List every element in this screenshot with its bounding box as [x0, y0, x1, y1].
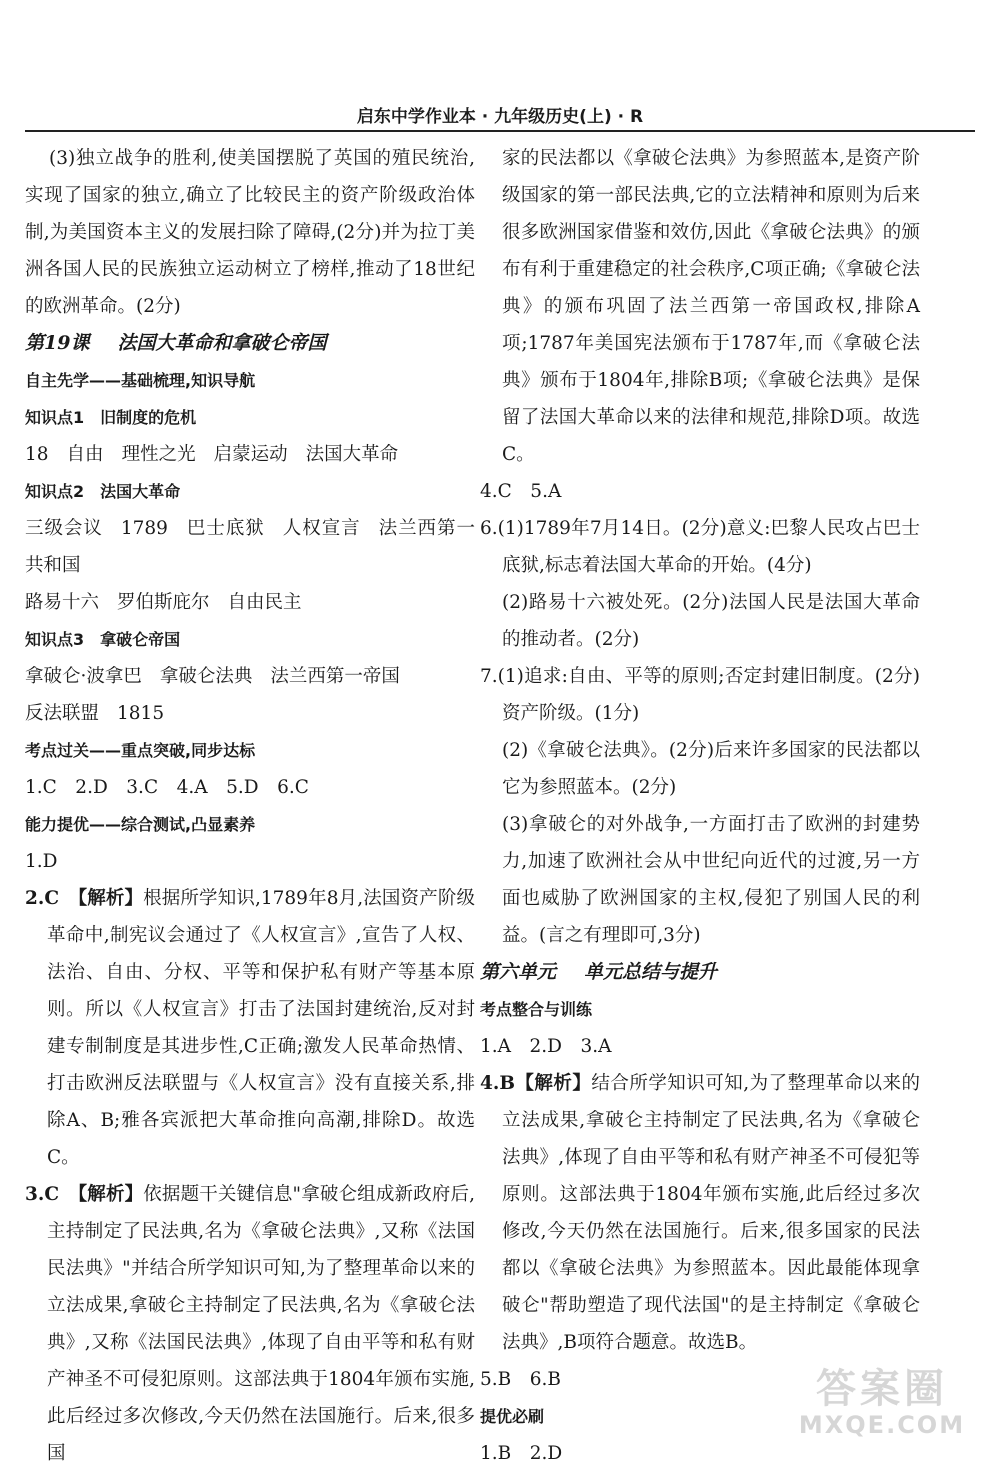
- term: 1789: [120, 518, 168, 539]
- term: 自由民主: [227, 592, 302, 613]
- knowledge-point-heading: 知识点3 拿破仑帝国: [25, 630, 181, 649]
- knowledge-point-heading: 知识点2 法国大革命: [25, 482, 181, 501]
- term: 法兰西第一帝国: [270, 666, 400, 687]
- unit-heading: [480, 954, 920, 991]
- section-heading: 提优必刷: [480, 1407, 545, 1426]
- answer-explanation: (2)《拿破仑法典》。(2分)后来许多国家的民法都以它为参照蓝本。(2分): [502, 740, 920, 798]
- term: 路易十六: [25, 592, 100, 613]
- term-list: [25, 695, 475, 732]
- section-heading: 自主先学——基础梳理,知识导航: [25, 371, 256, 390]
- answer-number: 2.C: [25, 888, 60, 909]
- paragraph: (3)独立战争的胜利,使美国摆脱了英国的殖民统治,实现了国家的独立,确立了比较民主的资产阶级政治体制,为美国资本主义的发展扫除了障碍,(2分)并为拉丁美洲各国人民的民族独立运动树立了榜样,推动了18世纪的欧洲革命。(2分): [25, 148, 475, 317]
- answer-number: 3.C: [25, 1184, 60, 1205]
- term: 理性之光: [121, 444, 196, 465]
- term: 自由: [66, 444, 104, 465]
- term: 法国大革命: [305, 444, 399, 465]
- answer-number: 4.B: [480, 1073, 515, 1094]
- header-title: 启东中学作业本 · 九年级历史(上) · R: [356, 107, 644, 127]
- analysis-tag: 【解析】: [77, 888, 144, 909]
- answer-line: 1.D: [25, 851, 58, 872]
- right-column: [480, 140, 920, 1472]
- explanation-text: 依据题干关键信息"拿破仑组成新政府后,主持制定了民法典,名为《拿破仑法典》,又称《法国民法典》"并结合所学知识可知,为了整理革命以来的立法成果,拿破仑主持制定了民法典,名为《拿破仑法典》,又称《法国民法典》,体现了自由平等和私有财产神圣不可侵犯原则。这部法典于1804年颁布实施,此后经过多次修改,今天仍然在法国施行。后来,很多国: [47, 1184, 475, 1464]
- paragraph: 家的民法都以《拿破仑法典》为参照蓝本,是资产阶级国家的第一部民法典,它的立法精神和原则为后来很多欧洲国家借鉴和效仿,因此《拿破仑法典》的颁布有利于重建稳定的社会秩序,C项正确;《拿破仑法典》的颁布巩固了法兰西第一帝国政权,排除A项;1787年美国宪法颁布于1787年,而《拿破仑法典》颁布于1804年,排除B项;《拿破仑法典》是保留了法国大革命以来的法律和规范,排除D项。故选C。: [502, 148, 920, 465]
- term: 拿破仑法典: [159, 666, 253, 687]
- term: 巴士底狱: [185, 518, 265, 539]
- term: 反法联盟: [25, 703, 100, 724]
- answer-line: 1.A 2.D 3.A: [480, 1036, 612, 1057]
- term: 罗伯斯庇尔: [117, 592, 210, 613]
- answer-explanation: 7.(1)追求:自由、平等的原则;否定封建旧制度。(2分)资产阶级。(1分): [480, 666, 920, 724]
- left-column: [25, 140, 475, 1472]
- term-list: [25, 658, 475, 695]
- analysis-tag: 【解析】: [77, 1184, 144, 1205]
- answer-explanation: [480, 1065, 920, 1361]
- term: 三级会议: [25, 518, 103, 539]
- term-list: [25, 436, 475, 473]
- explanation-text: 结合所学知识可知,为了整理革命以来的立法成果,拿破仑主持制定了民法典,名为《拿破仑法典》,体现了自由平等和私有财产神圣不可侵犯等原则。这部法典于1804年颁布实施,此后经过多次修改,今天仍然在法国施行。后来,很多国家的民法都以《拿破仑法典》为参照蓝本。因此最能体现拿破仑"帮助塑造了现代法国"的是主持制定《拿破仑法典》,B项符合题意。故选B。: [502, 1073, 920, 1353]
- answer-explanation: 6.(1)1789年7月14日。(2分)意义:巴黎人民攻占巴士底狱,标志着法国大革命的开始。(4分): [480, 518, 920, 576]
- answer-line: 1.C 2.D 3.C 4.A 5.D 6.C: [25, 777, 309, 798]
- section-heading: 能力提优——综合测试,凸显素养: [25, 815, 256, 834]
- lesson-title: 法国大革命和拿破仑帝国: [117, 332, 327, 354]
- term: 启蒙运动: [213, 444, 288, 465]
- answer-line: 1.B 2.D: [480, 1443, 563, 1464]
- term: 人权宣言: [282, 518, 361, 539]
- answer-explanation: [25, 880, 475, 1176]
- lesson-number: 第19课: [25, 332, 90, 354]
- term: 法兰西第一共和国: [25, 518, 475, 576]
- answer-explanation: (3)拿破仑的对外战争,一方面打击了欧洲的封建势力,加速了欧洲社会从中世纪向近代的过渡,另一方面也威胁了欧洲国家的主权,侵犯了别国人民的利益。(言之有理即可,3分): [502, 814, 920, 946]
- lesson-heading: [25, 325, 475, 362]
- term-list: [25, 510, 475, 584]
- answer-explanation: (2)路易十六被处死。(2分)法国人民是法国大革命的推动者。(2分): [502, 592, 920, 650]
- term: 拿破仑·波拿巴: [25, 666, 142, 687]
- unit-title: 单元总结与提升: [584, 961, 718, 983]
- watermark-logo: [782, 1367, 982, 1443]
- term: 1815: [117, 703, 165, 724]
- analysis-tag: 【解析】: [514, 1073, 592, 1094]
- explanation-text: 根据所学知识,1789年8月,法国资产阶级革命中,制宪议会通过了《人权宣言》,宣告了人权、法治、自由、分权、平等和保护私有财产等基本原则。所以《人权宣言》打击了法国封建统治,反对封建专制制度是其进步性,C正确;激发人民革命热情、打击欧洲反法联盟与《人权宣言》没有直接关系,排除A、B;雅各宾派把大革命推向高潮,排除D。故选C。: [47, 888, 475, 1168]
- answer-line: 4.C 5.A: [480, 481, 562, 502]
- section-heading: 考点过关——重点突破,同步达标: [25, 741, 256, 760]
- term-list: [25, 584, 475, 621]
- watermark-url: MXQE.COM: [798, 1411, 966, 1439]
- watermark-text: 答案圈: [816, 1366, 948, 1412]
- answer-explanation: [25, 1176, 475, 1472]
- unit-number: 第六单元: [480, 961, 557, 983]
- knowledge-point-heading: 知识点1 旧制度的危机: [25, 408, 197, 427]
- term: 18: [25, 444, 49, 465]
- page-header: [25, 104, 975, 132]
- answer-line: 5.B 6.B: [480, 1369, 561, 1390]
- section-heading: 考点整合与训练: [480, 1000, 593, 1019]
